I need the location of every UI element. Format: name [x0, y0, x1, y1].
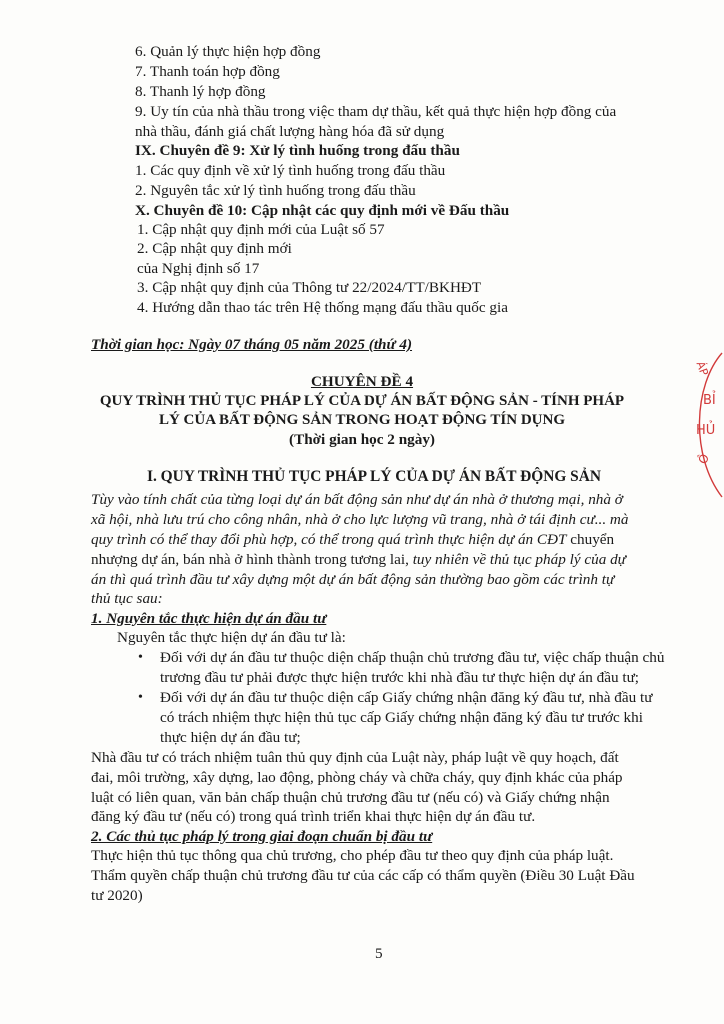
- page-number: 5: [375, 945, 383, 962]
- list-item: 1. Cập nhật quy định mới của Luật số 57: [137, 221, 385, 238]
- intro-line: xã hội, nhà lưu trú cho công nhân, nhà ở cho lực lượng vũ trang, nhà ở tái định cư... mà: [91, 511, 629, 528]
- paragraph-line: tư 2020): [91, 887, 143, 904]
- section-heading: I. QUY TRÌNH THỦ TỤC PHÁP LÝ CỦA DỰ ÁN BẤT ĐỘNG SẢN: [147, 468, 601, 485]
- paragraph-line: đăng ký đầu tư (nếu có) trong quá trình triển khai thực hiện dự án đầu tư.: [91, 808, 536, 825]
- list-item: 2. Cập nhật quy định mới: [137, 240, 292, 257]
- intro-line: thủ tục sau:: [91, 590, 163, 607]
- paragraph-line: luật có liên quan, văn bản chấp thuận chủ trương đầu tư (nếu có) và Giấy chứng nhận: [91, 789, 610, 806]
- list-item: 6. Quản lý thực hiện hợp đồng: [135, 43, 321, 60]
- list-item-continuation: nhà thầu, đánh giá chất lượng hàng hóa đã sử dụng: [135, 123, 445, 140]
- schedule-line: Thời gian học: Ngày 07 tháng 05 năm 2025 (thứ 4): [91, 336, 413, 353]
- topic-9-heading: IX. Chuyên đề 9: Xử lý tình huống trong đấu thầu: [135, 142, 460, 159]
- topic-title-line-1: QUY TRÌNH THỦ TỤC PHÁP LÝ CỦA DỰ ÁN BẤT ĐỘNG SẢN - TÍNH PHÁP: [99, 393, 625, 409]
- topic-duration: (Thời gian học 2 ngày): [289, 431, 435, 448]
- intro-italic-part: tuy nhiên về thủ tục pháp lý của dự: [408, 551, 626, 568]
- topic-10-heading: X. Chuyên đề 10: Cập nhật các quy định mới về Đấu thầu: [135, 202, 510, 219]
- list-item: 7. Thanh toán hợp đồng: [135, 63, 280, 80]
- bullet-item-line: Đối với dự án đầu tư thuộc diện chấp thuận chủ trương đầu tư, việc chấp thuận chủ: [160, 649, 665, 666]
- intro-line: [91, 530, 614, 549]
- list-item: 8. Thanh lý hợp đồng: [135, 83, 266, 100]
- paragraph-line: Nguyên tắc thực hiện dự án đầu tư là:: [117, 629, 346, 646]
- intro-plain-part: nhượng dự án, bán nhà ở hình thành trong tương lai,: [91, 551, 409, 568]
- bullet-item-line: Đối với dự án đầu tư thuộc diện cấp Giấy chứng nhận đăng ký đầu tư, nhà đầu tư: [160, 689, 653, 706]
- list-item-continuation: của Nghị định số 17: [137, 260, 260, 277]
- intro-line: án thì quá trình đầu tư xây dựng một dự án bất động sản thường bao gồm các trình tự: [91, 571, 615, 588]
- list-item: 3. Cập nhật quy định của Thông tư 22/2024/TT/BKHĐT: [137, 279, 482, 296]
- intro-line: [91, 550, 626, 569]
- bullet-item-line: có trách nhiệm thực hiện thủ tục cấp Giấy chứng nhận đăng ký đầu tư trước khi: [160, 709, 643, 726]
- topic-label: CHUYÊN ĐỀ 4: [310, 373, 414, 390]
- stamp-text: Ô: [695, 451, 713, 467]
- subheading-2: 2. Các thủ tục pháp lý trong giai đoạn chuẩn bị đầu tư: [91, 828, 433, 845]
- paragraph-line: Thực hiện thủ tục thông qua chủ trương, cho phép đầu tư theo quy định của pháp luật.: [91, 847, 614, 864]
- list-item: 4. Hướng dẫn thao tác trên Hệ thống mạng đấu thầu quốc gia: [137, 299, 508, 316]
- subheading-1: 1. Nguyên tắc thực hiện dự án đầu tư: [91, 610, 327, 627]
- list-item: 9. Uy tín của nhà thầu trong việc tham dự thầu, kết quả thực hiện hợp đồng của: [135, 103, 617, 120]
- list-item: 2. Nguyên tắc xử lý tình huống trong đấu thầu: [135, 182, 416, 199]
- topic-title-line-2: LÝ CỦA BẤT ĐỘNG SẢN TRONG HOẠT ĐỘNG TÍN DỤNG: [158, 412, 566, 428]
- bullet-item-line: trương đầu tư phải được thực hiện trước khi nhà đầu tư thực hiện dự án đầu tư;: [160, 669, 640, 686]
- paragraph-line: Thẩm quyền chấp thuận chủ trương đầu tư của các cấp có thẩm quyền (Điều 30 Luật Đầu: [91, 867, 635, 884]
- list-item: 1. Các quy định về xử lý tình huống trong đấu thầu: [135, 162, 446, 179]
- paragraph-line: Nhà đầu tư có trách nhiệm tuân thủ quy định của Luật này, pháp luật về quy hoạch, đất: [91, 749, 619, 766]
- stamp-text: HỦ: [696, 423, 716, 438]
- bullet-item-line: thực hiện dự án đầu tư;: [160, 729, 301, 746]
- intro-line: Tùy vào tính chất của từng loại dự án bất động sản như dự án nhà ở thương mại, nhà ở: [91, 491, 623, 508]
- intro-italic-part: quy trình có thể thay đổi phù hợp, có thể trong quá trình thực hiện dự án CĐT: [91, 531, 567, 548]
- intro-plain-part: chuyển: [566, 531, 615, 548]
- bullet-icon: •: [138, 650, 143, 665]
- paragraph-line: đai, môi trường, xây dựng, lao động, phòng cháy và chữa cháy, quy định khác của pháp: [91, 769, 623, 786]
- bullet-icon: •: [138, 690, 143, 705]
- stamp-text: BỈ: [703, 393, 716, 408]
- stamp-text: ÁP: [693, 359, 711, 378]
